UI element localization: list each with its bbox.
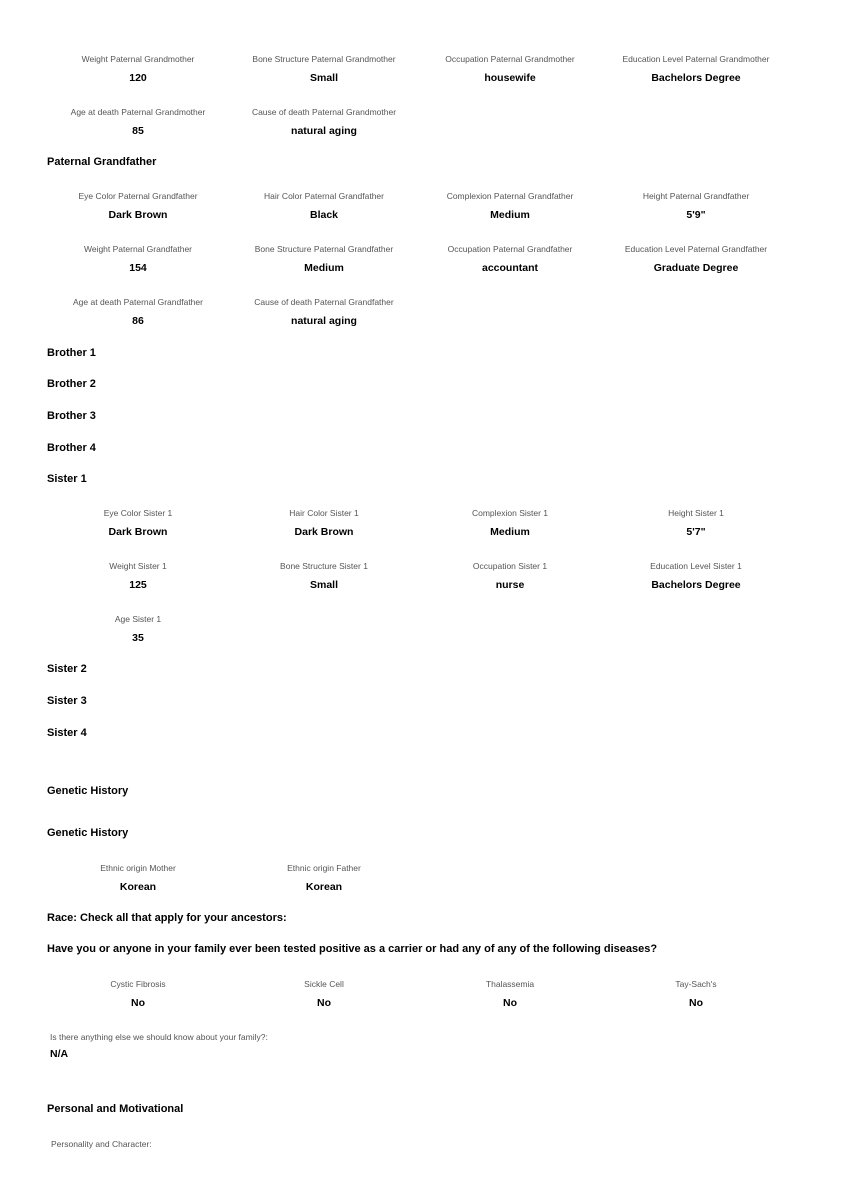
pgm-education-field [603,54,789,84]
section-heading-sister-4: Sister 4 [47,727,87,739]
field-value: Medium [490,526,530,538]
sister1-occupation-field [417,561,603,591]
field-label: Cystic Fibrosis [110,979,166,989]
pgm-weight-field [45,54,231,84]
pgf-age-field [45,297,231,327]
field-label: Ethnic origin Mother [100,863,176,873]
field-value: 5'9" [686,209,706,221]
section-heading-brother-4: Brother 4 [47,442,96,454]
field-value: No [317,997,331,1009]
field-label: Ethnic origin Father [287,863,361,873]
field-value: natural aging [291,315,357,327]
sister1-hair-field [231,508,417,538]
sister1-eye-field [45,508,231,538]
pgf-eye-field [45,191,231,221]
field-value: 85 [132,125,144,137]
field-value: housewife [484,72,536,84]
section-heading-genetic-history: Genetic History [47,785,129,797]
field-label: Sickle Cell [304,979,344,989]
field-value: Dark Brown [108,209,168,221]
field-value: Medium [490,209,530,221]
field-label: Height Sister 1 [668,508,724,518]
field-value: accountant [481,262,538,274]
section-heading-brother-1: Brother 1 [47,347,96,359]
field-label: Bone Structure Sister 1 [280,561,368,571]
field-value: nurse [495,579,525,591]
ethnic-origin-mother-field [45,863,231,893]
thalassemia-field [417,979,603,1009]
section-heading-sister-3: Sister 3 [47,695,87,707]
pgm-bone-field [231,54,417,84]
field-label: Complexion Paternal Grandfather [446,191,574,201]
disease-carrier-question: Have you or anyone in your family ever been tested positive as a carrier or had any of any of the following diseases? [47,943,658,955]
ethnic-origin-father-field [231,863,417,893]
field-label: Occupation Paternal Grandmother [445,54,575,64]
field-label: Occupation Sister 1 [472,561,548,571]
race-heading: Race: Check all that apply for your ancestors: [47,912,287,924]
field-label: Weight Paternal Grandfather [83,244,193,254]
pgm-occupation-field [417,54,603,84]
field-label: Hair Color Sister 1 [289,508,359,518]
field-value: Korean [305,881,343,893]
cystic-fibrosis-field [45,979,231,1009]
field-value: 120 [129,72,147,84]
section-heading-paternal-grandfather: Paternal Grandfather [47,156,157,168]
field-label: Eye Color Paternal Grandfather [78,191,198,201]
pgf-bone-field [231,244,417,274]
pgf-complexion-field [417,191,603,221]
field-label: Tay-Sach's [675,979,717,989]
pgf-occupation-field [417,244,603,274]
field-label: Occupation Paternal Grandfather [447,244,573,254]
field-value: Bachelors Degree [651,72,741,84]
field-label: Weight Paternal Grandmother [81,54,195,64]
sickle-cell-field [231,979,417,1009]
field-value: Korean [119,881,157,893]
family-notes-value: N/A [50,1048,69,1060]
field-value: 35 [132,632,144,644]
field-label: Age at death Paternal Grandmother [70,107,206,117]
field-value: No [503,997,517,1009]
section-heading-brother-2: Brother 2 [47,378,96,390]
pgf-cause-field [231,297,417,327]
field-value: 125 [129,579,147,591]
field-label: Hair Color Paternal Grandfather [263,191,384,201]
pgm-age-field [45,107,231,137]
pgf-weight-field [45,244,231,274]
field-value: No [689,997,703,1009]
field-label: Education Level Paternal Grandmother [622,54,770,64]
field-label: Cause of death Paternal Grandfather [254,297,394,307]
personality-character-label: Personality and Character: [51,1139,152,1149]
field-label: Weight Sister 1 [109,561,167,571]
field-value: Graduate Degree [653,262,739,274]
pgf-height-field [603,191,789,221]
pgm-cause-field [231,107,417,137]
field-value: No [131,997,145,1009]
field-value: 154 [129,262,147,274]
section-heading-sister-2: Sister 2 [47,663,87,675]
field-value: 5'7" [686,526,706,538]
field-value: Bachelors Degree [651,579,741,591]
field-label: Complexion Sister 1 [471,508,549,518]
sister1-bone-field [231,561,417,591]
pgf-hair-field [231,191,417,221]
field-value: Medium [304,262,344,274]
family-notes-label: Is there anything else we should know about your family?: [50,1032,268,1042]
field-value: Small [309,72,338,84]
field-value: Dark Brown [108,526,168,538]
field-value: Black [309,209,339,221]
field-label: Cause of death Paternal Grandmother [251,107,397,117]
sister1-age-field [45,614,231,644]
pgf-education-field [603,244,789,274]
tay-sachs-field [603,979,789,1009]
field-value: Dark Brown [294,526,354,538]
section-heading-sister-1: Sister 1 [47,473,87,485]
subsection-heading-genetic-history: Genetic History [47,827,129,839]
field-label: Age Sister 1 [114,614,162,624]
section-heading-personal-motivational: Personal and Motivational [47,1103,184,1115]
field-label: Bone Structure Paternal Grandmother [252,54,396,64]
sister1-height-field [603,508,789,538]
sister1-weight-field [45,561,231,591]
field-label: Education Level Paternal Grandfather [624,244,768,254]
field-label: Bone Structure Paternal Grandfather [254,244,394,254]
field-label: Eye Color Sister 1 [103,508,173,518]
field-value: natural aging [291,125,357,137]
field-label: Thalassemia [485,979,535,989]
field-label: Education Level Sister 1 [650,561,742,571]
field-value: Small [309,579,338,591]
sister1-education-field [603,561,789,591]
field-label: Height Paternal Grandfather [642,191,750,201]
field-value: 86 [132,315,144,327]
section-heading-brother-3: Brother 3 [47,410,96,422]
field-label: Age at death Paternal Grandfather [73,297,203,307]
sister1-complexion-field [417,508,603,538]
